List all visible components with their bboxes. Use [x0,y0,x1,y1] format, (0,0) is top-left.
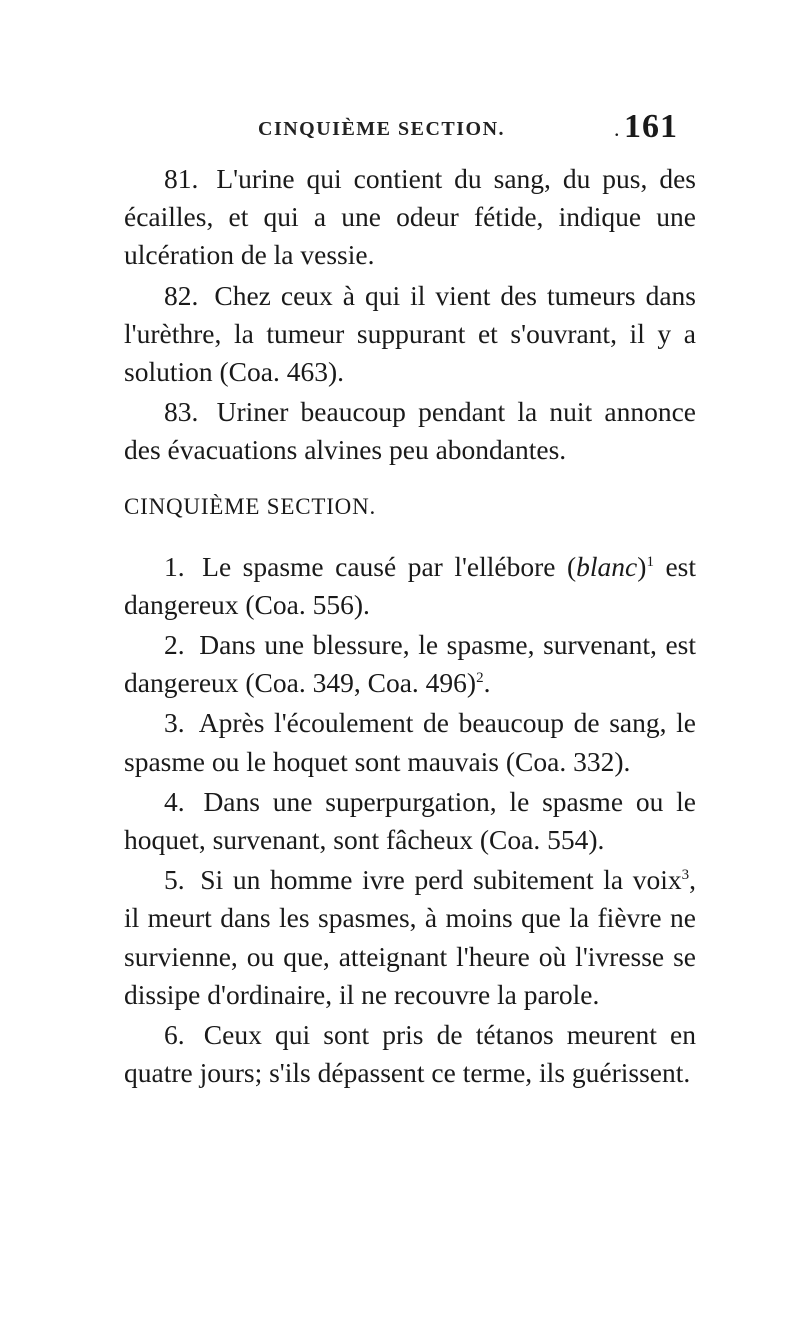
footnote-ref: 2 [476,670,484,687]
aphorism-6 [124,1016,696,1092]
aphorism-4 [124,783,696,859]
aphorism-text-start: Le spasme causé par l'ellébore ( [202,550,577,582]
aphorism-number: 5. [164,864,185,896]
aphorism-5 [124,861,696,1014]
body-text [124,160,696,1094]
aphorism-italic: blanc [576,550,638,582]
aphorism-number: 1. [164,550,185,582]
aphorism-number: 82. [164,279,199,311]
footnote-ref: 1 [646,553,654,570]
aphorism-81 [124,160,696,275]
aphorism-1 [124,548,696,624]
aphorism-paren: ) [637,550,647,582]
running-title: CINQUIÈME SECTION. [258,118,506,140]
aphorism-82 [124,277,696,392]
page-number: 161 [624,108,678,145]
aphorism-text: Après l'écoulement de beaucoup de sang, le spasme ou le hoquet sont mauvais (Coa. 332). [124,707,696,777]
running-head-dot: . [614,116,620,141]
aphorism-end: . [483,667,491,699]
running-head [258,108,678,145]
aphorism-83 [124,393,696,469]
aphorism-text: L'urine qui contient du sang, du pus, des écailles, et qui a une odeur fétide, indique une ulcération de la vessie. [124,163,696,271]
aphorism-text: Dans une blessure, le spasme, survenant, est dangereux (Coa. 349, Coa. 496) [124,629,696,699]
aphorism-text-end: est dangereux (Coa. 556). [124,550,696,620]
aphorism-number: 4. [164,785,185,817]
aphorism-text: Ceux qui sont pris de tétanos meurent en quatre jours; s'ils dépassent ce terme, ils guérissent. [124,1019,697,1089]
aphorism-number: 2. [164,629,185,661]
aphorism-number: 6. [164,1019,185,1051]
aphorism-text: Uriner beaucoup pendant la nuit annonce des évacuations alvines peu abondantes. [124,396,697,466]
aphorism-text: Dans une superpurgation, le spasme ou le hoquet, survenant, sont fâcheux (Coa. 554). [124,785,696,856]
aphorism-text-end: , il meurt dans les spasmes, à moins que la fièvre ne survienne, ou que, atteignant l'heure où l'ivresse se dissipe d'ordinaire, il ne recouvre la parole. [124,864,697,1010]
aphorism-text-start: Si un homme ivre perd subitement la voix [200,864,682,896]
aphorism-3 [124,704,696,780]
aphorism-2 [124,626,696,702]
aphorism-text: Chez ceux à qui il vient des tumeurs dans l'urèthre, la tumeur suppurant et s'ouvrant, il y a solution (Coa. 463). [124,279,696,388]
footnote-ref: 3 [681,867,690,884]
section-heading: CINQUIÈME SECTION. [124,493,377,519]
aphorism-number: 81. [164,163,199,194]
aphorism-number: 83. [164,396,199,428]
aphorism-number: 3. [164,707,185,739]
